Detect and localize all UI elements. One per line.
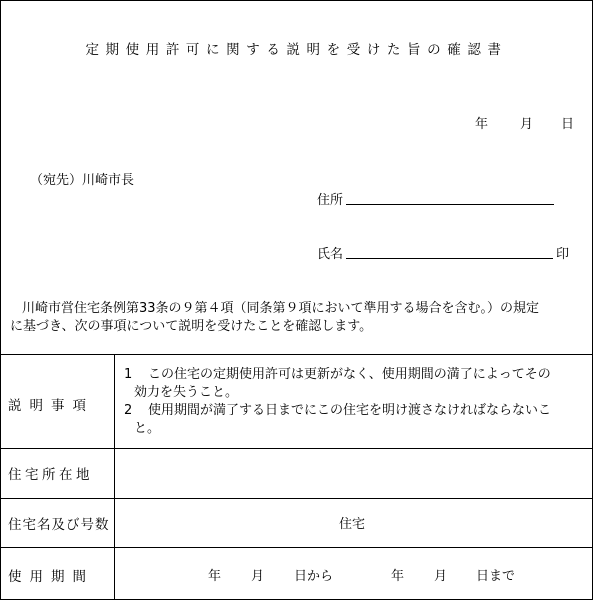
- housing-name-suffix: 住宅: [339, 517, 366, 532]
- confirmation-text: [10, 300, 592, 336]
- table-row-divider: [0, 448, 593, 449]
- name-line[interactable]: [346, 258, 553, 259]
- period-to-year: 年: [391, 569, 405, 584]
- date-day-label: 日: [561, 117, 575, 132]
- location-label: 住宅所在地: [8, 467, 93, 483]
- explanation-item-text: 効力を失うこと。: [134, 385, 239, 400]
- table-row-divider: [0, 498, 593, 499]
- period-from-day: 日から: [294, 569, 334, 584]
- period-label: 使用期間: [8, 569, 94, 585]
- housing-name-label: 住宅名及び号数: [8, 517, 110, 533]
- name-label: 氏名: [317, 247, 344, 262]
- table-column-divider: [114, 354, 115, 600]
- document-title: 定期使用許可に関する説明を受けた旨の確認書: [85, 42, 508, 58]
- period-from-year: 年: [208, 569, 222, 584]
- explanation-item-text: 使用期間が満了する日までにこの住宅を明け渡さなければならないこ: [148, 403, 552, 418]
- explanation-label: 説明事項: [8, 398, 94, 414]
- confirmation-line-2: に基づき、次の事項について説明を受けたことを確認します。: [10, 319, 373, 334]
- table-top-border: [0, 354, 593, 355]
- seal-label: 印: [556, 247, 570, 262]
- period-to-month: 月: [434, 569, 448, 584]
- period-to-day: 日まで: [476, 569, 516, 584]
- table-row-divider: [0, 547, 593, 548]
- address-line[interactable]: [346, 204, 554, 205]
- explanation-item-text: この住宅の定期使用許可は更新がなく、使用期間の満了によってその: [148, 367, 551, 382]
- addressee: （宛先）川崎市長: [30, 173, 135, 188]
- explanation-item-text: と。: [134, 421, 161, 436]
- explanation-item-number: 1: [124, 367, 133, 382]
- date-year-label: 年: [475, 117, 489, 132]
- explanation-item-number: 2: [124, 403, 133, 418]
- date-month-label: 月: [520, 117, 534, 132]
- address-label: 住所: [317, 193, 344, 208]
- period-from-month: 月: [251, 569, 265, 584]
- confirmation-line-1: 川崎市営住宅条例第33条の９第４項（同条第９項において準用する場合を含む。）の規定: [22, 301, 540, 316]
